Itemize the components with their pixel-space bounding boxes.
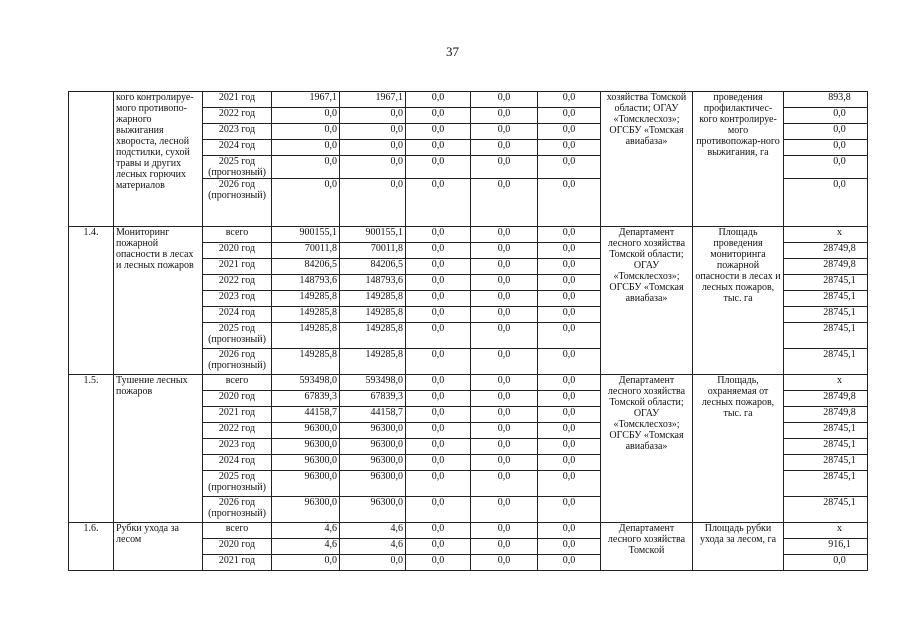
local-cell: 0,0 xyxy=(471,140,538,156)
regional-cell: 593498,0 xyxy=(340,375,406,391)
federal-cell: 0,0 xyxy=(406,124,471,140)
other-cell: 0,0 xyxy=(538,423,601,439)
indicator-value-cell: 0,0 xyxy=(784,179,868,227)
table-body xyxy=(69,92,868,571)
local-cell: 0,0 xyxy=(471,439,538,455)
other-cell: 0,0 xyxy=(538,375,601,391)
section-name: Рубки ухода за лесом xyxy=(114,523,203,571)
regional-cell: 149285,8 xyxy=(340,291,406,307)
year-cell: 2025 год (прогнозный) xyxy=(203,156,272,179)
year-cell: 2024 год xyxy=(203,140,272,156)
indicator-value-cell: 28745,1 xyxy=(784,471,868,497)
total-cell: 96300,0 xyxy=(272,497,340,523)
year-cell: всего xyxy=(203,375,272,391)
indicator-value-cell: 28749,8 xyxy=(784,407,868,423)
federal-cell: 0,0 xyxy=(406,407,471,423)
indicator-value-cell: х xyxy=(784,375,868,391)
local-cell: 0,0 xyxy=(471,323,538,349)
total-cell: 1967,1 xyxy=(272,92,340,108)
federal-cell: 0,0 xyxy=(406,259,471,275)
other-cell: 0,0 xyxy=(538,497,601,523)
indicator-value-cell: 28745,1 xyxy=(784,439,868,455)
federal-cell: 0,0 xyxy=(406,156,471,179)
federal-cell: 0,0 xyxy=(406,227,471,243)
indicator-value-cell: 28745,1 xyxy=(784,455,868,471)
indicator-value-cell: 28749,8 xyxy=(784,243,868,259)
total-cell: 0,0 xyxy=(272,140,340,156)
regional-cell: 149285,8 xyxy=(340,349,406,375)
other-cell: 0,0 xyxy=(538,92,601,108)
local-cell: 0,0 xyxy=(471,291,538,307)
federal-cell: 0,0 xyxy=(406,497,471,523)
federal-cell: 0,0 xyxy=(406,471,471,497)
total-cell: 0,0 xyxy=(272,124,340,140)
other-cell: 0,0 xyxy=(538,227,601,243)
year-cell: 2021 год xyxy=(203,555,272,571)
indicator-value-cell: 28745,1 xyxy=(784,291,868,307)
federal-cell: 0,0 xyxy=(406,140,471,156)
regional-cell: 96300,0 xyxy=(340,497,406,523)
federal-cell: 0,0 xyxy=(406,555,471,571)
local-cell: 0,0 xyxy=(471,497,538,523)
regional-cell: 4,6 xyxy=(340,539,406,555)
other-cell: 0,0 xyxy=(538,140,601,156)
year-cell: 2020 год xyxy=(203,539,272,555)
indicator-value-cell: 0,0 xyxy=(784,124,868,140)
total-cell: 96300,0 xyxy=(272,471,340,497)
regional-cell: 96300,0 xyxy=(340,423,406,439)
federal-cell: 0,0 xyxy=(406,275,471,291)
local-cell: 0,0 xyxy=(471,555,538,571)
indicator-value-cell: 0,0 xyxy=(784,555,868,571)
other-cell: 0,0 xyxy=(538,349,601,375)
regional-cell: 96300,0 xyxy=(340,439,406,455)
federal-cell: 0,0 xyxy=(406,375,471,391)
local-cell: 0,0 xyxy=(471,407,538,423)
indicator-value-cell: 0,0 xyxy=(784,156,868,179)
total-cell: 148793,6 xyxy=(272,275,340,291)
table-row xyxy=(69,227,868,243)
total-cell: 149285,8 xyxy=(272,323,340,349)
federal-cell: 0,0 xyxy=(406,423,471,439)
federal-cell: 0,0 xyxy=(406,455,471,471)
other-cell: 0,0 xyxy=(538,108,601,124)
total-cell: 4,6 xyxy=(272,539,340,555)
year-cell: 2021 год xyxy=(203,259,272,275)
table-row xyxy=(69,375,868,391)
indicator-value-cell: 28749,8 xyxy=(784,391,868,407)
regional-cell: 70011,8 xyxy=(340,243,406,259)
year-cell: 2023 год xyxy=(203,439,272,455)
federal-cell: 0,0 xyxy=(406,391,471,407)
section-name: Мониторинг пожарной опасности в лесах и лесных пожаров xyxy=(114,227,203,375)
federal-cell: 0,0 xyxy=(406,179,471,227)
indicator-value-cell: 0,0 xyxy=(784,140,868,156)
total-cell: 0,0 xyxy=(272,156,340,179)
regional-cell: 4,6 xyxy=(340,523,406,539)
year-cell: 2026 год (прогнозный) xyxy=(203,497,272,523)
local-cell: 0,0 xyxy=(471,108,538,124)
indicator-value-cell: 893,8 xyxy=(784,92,868,108)
other-cell: 0,0 xyxy=(538,307,601,323)
local-cell: 0,0 xyxy=(471,227,538,243)
other-cell: 0,0 xyxy=(538,275,601,291)
total-cell: 0,0 xyxy=(272,179,340,227)
section-number: 1.4. xyxy=(69,227,114,375)
other-cell: 0,0 xyxy=(538,259,601,275)
federal-cell: 0,0 xyxy=(406,323,471,349)
other-cell: 0,0 xyxy=(538,323,601,349)
other-cell: 0,0 xyxy=(538,555,601,571)
regional-cell: 0,0 xyxy=(340,124,406,140)
regional-cell: 1967,1 xyxy=(340,92,406,108)
local-cell: 0,0 xyxy=(471,375,538,391)
other-cell: 0,0 xyxy=(538,407,601,423)
section-number xyxy=(69,92,114,227)
total-cell: 96300,0 xyxy=(272,455,340,471)
local-cell: 0,0 xyxy=(471,307,538,323)
other-cell: 0,0 xyxy=(538,391,601,407)
year-cell: всего xyxy=(203,227,272,243)
section-number: 1.5. xyxy=(69,375,114,523)
federal-cell: 0,0 xyxy=(406,307,471,323)
indicator-value-cell: 28745,1 xyxy=(784,275,868,291)
year-cell: 2024 год xyxy=(203,307,272,323)
local-cell: 0,0 xyxy=(471,391,538,407)
total-cell: 149285,8 xyxy=(272,307,340,323)
federal-cell: 0,0 xyxy=(406,92,471,108)
year-cell: 2024 год xyxy=(203,455,272,471)
federal-cell: 0,0 xyxy=(406,349,471,375)
total-cell: 84206,5 xyxy=(272,259,340,275)
regional-cell: 96300,0 xyxy=(340,471,406,497)
total-cell: 900155,1 xyxy=(272,227,340,243)
local-cell: 0,0 xyxy=(471,92,538,108)
year-cell: 2025 год (прогнозный) xyxy=(203,323,272,349)
other-cell: 0,0 xyxy=(538,156,601,179)
page-number: 37 xyxy=(446,44,459,59)
year-cell: 2020 год xyxy=(203,391,272,407)
year-cell: 2022 год xyxy=(203,423,272,439)
indicator-value-cell: 28745,1 xyxy=(784,349,868,375)
indicator-value-cell: 916,1 xyxy=(784,539,868,555)
other-cell: 0,0 xyxy=(538,179,601,227)
regional-cell: 149285,8 xyxy=(340,323,406,349)
other-cell: 0,0 xyxy=(538,243,601,259)
regional-cell: 900155,1 xyxy=(340,227,406,243)
regional-cell: 0,0 xyxy=(340,140,406,156)
executor-cell: Департамент лесного хозяйства Томской xyxy=(601,523,693,571)
regional-cell: 148793,6 xyxy=(340,275,406,291)
other-cell: 0,0 xyxy=(538,291,601,307)
regional-cell: 96300,0 xyxy=(340,455,406,471)
regional-cell: 0,0 xyxy=(340,179,406,227)
indicator-cell: Площадь, охраняемая от лесных пожаров, тыс. га xyxy=(693,375,784,523)
other-cell: 0,0 xyxy=(538,523,601,539)
year-cell: всего xyxy=(203,523,272,539)
year-cell: 2021 год xyxy=(203,407,272,423)
regional-cell: 0,0 xyxy=(340,108,406,124)
year-cell: 2026 год (прогнозный) xyxy=(203,349,272,375)
total-cell: 0,0 xyxy=(272,108,340,124)
regional-cell: 84206,5 xyxy=(340,259,406,275)
local-cell: 0,0 xyxy=(471,259,538,275)
local-cell: 0,0 xyxy=(471,523,538,539)
total-cell: 4,6 xyxy=(272,523,340,539)
federal-cell: 0,0 xyxy=(406,243,471,259)
indicator-value-cell: х xyxy=(784,227,868,243)
total-cell: 67839,3 xyxy=(272,391,340,407)
regional-cell: 67839,3 xyxy=(340,391,406,407)
indicator-value-cell: 0,0 xyxy=(784,108,868,124)
year-cell: 2026 год (прогнозный) xyxy=(203,179,272,227)
indicator-value-cell: 28745,1 xyxy=(784,423,868,439)
regional-cell: 44158,7 xyxy=(340,407,406,423)
local-cell: 0,0 xyxy=(471,455,538,471)
federal-cell: 0,0 xyxy=(406,291,471,307)
local-cell: 0,0 xyxy=(471,275,538,291)
other-cell: 0,0 xyxy=(538,455,601,471)
indicator-value-cell: х xyxy=(784,523,868,539)
table-row xyxy=(69,92,868,108)
year-cell: 2025 год (прогнозный) xyxy=(203,471,272,497)
indicator-value-cell: 28745,1 xyxy=(784,307,868,323)
executor-cell: Департамент лесного хозяйства Томской области; ОГАУ «Томсклесхоз»; ОГСБУ «Томская авиабаза» xyxy=(601,227,693,375)
local-cell: 0,0 xyxy=(471,539,538,555)
regional-cell: 0,0 xyxy=(340,156,406,179)
other-cell: 0,0 xyxy=(538,124,601,140)
regional-cell: 0,0 xyxy=(340,555,406,571)
local-cell: 0,0 xyxy=(471,156,538,179)
total-cell: 96300,0 xyxy=(272,423,340,439)
total-cell: 70011,8 xyxy=(272,243,340,259)
year-cell: 2022 год xyxy=(203,275,272,291)
local-cell: 0,0 xyxy=(471,423,538,439)
total-cell: 149285,8 xyxy=(272,349,340,375)
table-row xyxy=(69,523,868,539)
total-cell: 593498,0 xyxy=(272,375,340,391)
federal-cell: 0,0 xyxy=(406,539,471,555)
other-cell: 0,0 xyxy=(538,539,601,555)
indicator-value-cell: 28745,1 xyxy=(784,497,868,523)
other-cell: 0,0 xyxy=(538,439,601,455)
year-cell: 2020 год xyxy=(203,243,272,259)
total-cell: 0,0 xyxy=(272,555,340,571)
local-cell: 0,0 xyxy=(471,471,538,497)
year-cell: 2021 год xyxy=(203,92,272,108)
local-cell: 0,0 xyxy=(471,179,538,227)
federal-cell: 0,0 xyxy=(406,439,471,455)
indicator-value-cell: 28749,8 xyxy=(784,259,868,275)
federal-cell: 0,0 xyxy=(406,523,471,539)
other-cell: 0,0 xyxy=(538,471,601,497)
indicator-value-cell: 28745,1 xyxy=(784,323,868,349)
regional-cell: 149285,8 xyxy=(340,307,406,323)
year-cell: 2022 год xyxy=(203,108,272,124)
section-name: кого контролируе-мого противопо-жарного выжигания хвороста, лесной подстилки, сухой травы и других лесных горючих материалов xyxy=(114,92,203,227)
program-table xyxy=(68,91,868,571)
indicator-cell: проведения профилактичес-кого контролируе-мого противопожар-ного выжигания, га xyxy=(693,92,784,227)
executor-cell: хозяйства Томской области; ОГАУ «Томсклесхоз»; ОГСБУ «Томская авиабаза» xyxy=(601,92,693,227)
local-cell: 0,0 xyxy=(471,349,538,375)
indicator-cell: Площадь проведения мониторинга пожарной опасности в лесах и лесных пожаров, тыс. га xyxy=(693,227,784,375)
total-cell: 44158,7 xyxy=(272,407,340,423)
indicator-cell: Площадь рубки ухода за лесом, га xyxy=(693,523,784,571)
total-cell: 149285,8 xyxy=(272,291,340,307)
local-cell: 0,0 xyxy=(471,124,538,140)
section-number: 1.6. xyxy=(69,523,114,571)
total-cell: 96300,0 xyxy=(272,439,340,455)
federal-cell: 0,0 xyxy=(406,108,471,124)
year-cell: 2023 год xyxy=(203,291,272,307)
section-name: Тушение лесных пожаров xyxy=(114,375,203,523)
local-cell: 0,0 xyxy=(471,243,538,259)
year-cell: 2023 год xyxy=(203,124,272,140)
executor-cell: Департамент лесного хозяйства Томской области; ОГАУ «Томсклесхоз»; ОГСБУ «Томская авиабаза» xyxy=(601,375,693,523)
